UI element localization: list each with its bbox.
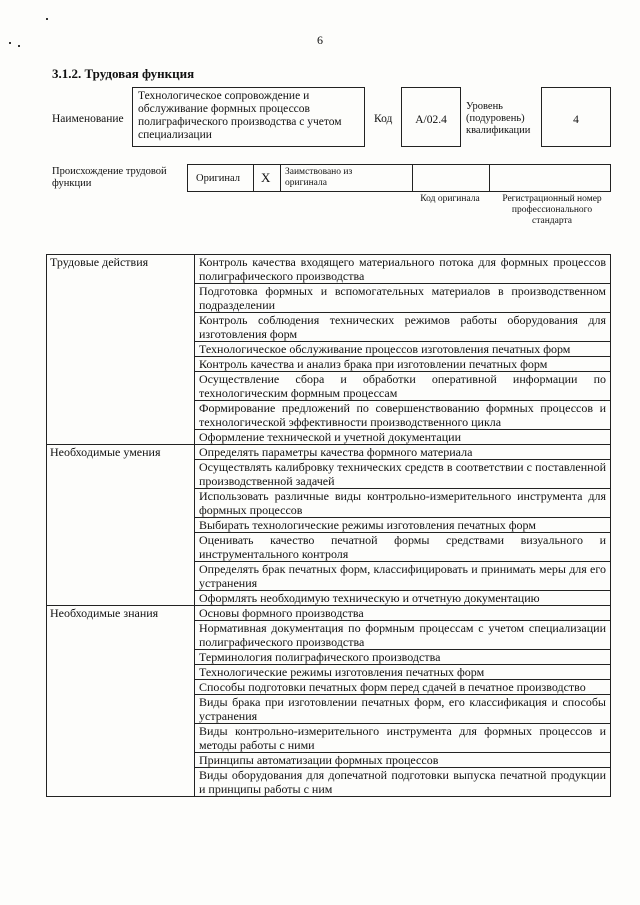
knowledge-item: Основы формного производства — [195, 606, 611, 621]
table-row — [47, 606, 611, 621]
knowledge-item: Виды брака при изготовлении печатных форм, его классификация и способы устранения — [195, 695, 611, 724]
level-value: 4 — [573, 114, 579, 126]
code-value: А/02.4 — [415, 114, 447, 126]
knowledge-item: Способы подготовки печатных форм перед сдачей в печатное производство — [195, 680, 611, 695]
function-details-table — [46, 254, 611, 797]
function-name-value: Технологическое сопровождение и обслуживание формных процессов полиграфического производства с учетом специализации — [138, 90, 342, 141]
borrowed-label: Заимствовано из оригинала — [285, 167, 353, 188]
origin-table — [187, 164, 611, 192]
name-label: Наименование — [52, 113, 124, 125]
skill-item: Оформлять необходимую техническую и отчетную документацию — [195, 591, 611, 606]
knowledge-title: Необходимые знания — [47, 606, 195, 797]
function-name-box — [132, 87, 365, 147]
skill-item: Определять брак печатных форм, классифицировать и принимать меры для его устранения — [195, 562, 611, 591]
knowledge-item: Технологические режимы изготовления печатных форм — [195, 665, 611, 680]
code-original-caption: Код оригинала — [420, 194, 480, 204]
action-item: Контроль качества входящего материального потока для формных процессов полиграфического производства — [195, 255, 611, 284]
section-heading: 3.1.2. Трудовая функция — [52, 66, 195, 81]
action-item: Контроль качества и анализ брака при изготовлении печатных форм — [195, 357, 611, 372]
knowledge-item: Нормативная документация по формным процессам с учетом специализации полиграфического производства — [195, 621, 611, 650]
action-item: Оформление технической и учетной документации — [195, 430, 611, 445]
skill-item: Осуществлять калибровку технических средств в соответствии с поставленной производственной задачей — [195, 460, 611, 489]
level-box — [541, 87, 611, 147]
action-item: Осуществление сбора и обработки оперативной информации по технологическим формным процессам — [195, 372, 611, 401]
knowledge-item: Терминология полиграфического производства — [195, 650, 611, 665]
skill-item: Определять параметры качества формного материала — [195, 445, 611, 460]
action-item: Формирование предложений по совершенствованию формных процессов и технологической эффективности производственного цикла — [195, 401, 611, 430]
original-mark: X — [261, 170, 271, 185]
scan-speck — [46, 18, 48, 20]
table-row — [47, 255, 611, 284]
knowledge-item: Принципы автоматизации формных процессов — [195, 753, 611, 768]
original-label: Оригинал — [196, 173, 240, 184]
skill-item: Использовать различные виды контрольно-измерительного инструмента для формных процессов — [195, 489, 611, 518]
skills-title: Необходимые умения — [47, 445, 195, 606]
knowledge-item: Виды контрольно-измерительного инструмента для формных процессов и методы работы с ними — [195, 724, 611, 753]
table-row — [47, 445, 611, 460]
action-item: Подготовка формных и вспомогательных материалов в производственном подразделении — [195, 284, 611, 313]
action-item: Контроль соблюдения технических режимов работы оборудования для изготовления форм — [195, 313, 611, 342]
page-number: 6 — [317, 33, 323, 47]
reg-number-caption: Регистрационный номер профессионального стандарта — [502, 194, 602, 226]
actions-title: Трудовые действия — [47, 255, 195, 445]
level-label: Уровень (подуровень) квалификации — [466, 101, 531, 136]
action-item: Технологическое обслуживание процессов изготовления печатных форм — [195, 342, 611, 357]
skill-item: Выбирать технологические режимы изготовления печатных форм — [195, 518, 611, 533]
code-box — [401, 87, 461, 147]
code-label: Код — [374, 113, 393, 125]
skill-item: Оценивать качество печатной формы средствами визуального и инструментального контроля — [195, 533, 611, 562]
knowledge-item: Виды оборудования для допечатной подготовки выпуска печатной продукции и принципы работы с ним — [195, 768, 611, 797]
origin-label: Происхождение трудовой функции — [52, 166, 167, 189]
